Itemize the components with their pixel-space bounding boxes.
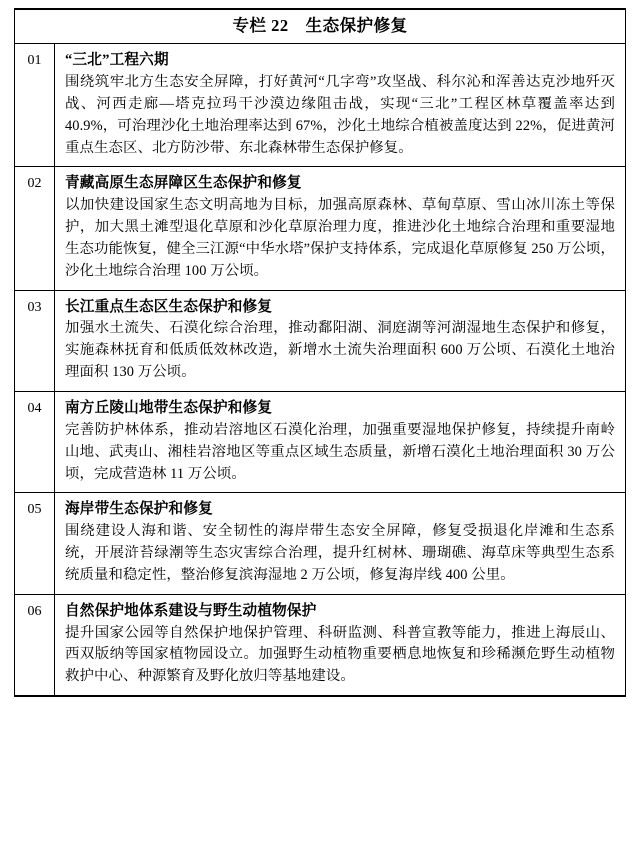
page-title: 专栏 22 生态保护修复 xyxy=(15,10,625,44)
row-heading: 海岸带生态保护和修复 xyxy=(65,501,213,518)
row-text: 提升国家公园等自然保护地保护管理、科研监测、科普宣教等能力，推进上海辰山、西双版纳等国家植物园设立。加强野生动植物重要栖息地恢复和珍稀濒危野生动植物救护中心、种源繁育及野化放归等基地建设。 xyxy=(65,624,615,685)
row-number: 02 xyxy=(15,167,55,289)
row-content xyxy=(55,493,625,593)
table-row xyxy=(15,595,625,695)
table-row xyxy=(15,167,625,290)
row-content xyxy=(55,44,625,166)
row-text: 加强水土流失、石漠化综合治理，推动鄱阳湖、洞庭湖等河湖湿地生态保护和修复，实施森林抚育和低质低效林改造，新增水土流失治理面积 600 万公顷、石漠化土地治理面积 130 万公顷。 xyxy=(65,320,615,381)
row-content xyxy=(55,167,625,289)
row-text: 围绕筑牢北方生态安全屏障，打好黄河“几字弯”攻坚战、科尔沁和浑善达克沙地歼灭战、河西走廊—塔克拉玛干沙漠边缘阻击战，实现“三北”工程区林草覆盖率达到 40.9%，可治理沙化土地治理率达到 67%，沙化土地综合植被盖度达到 22%，促进黄河重点生态区、北方防沙带、东北森林带生态保护修复。 xyxy=(65,73,615,156)
row-content xyxy=(55,595,625,695)
row-number: 04 xyxy=(15,392,55,492)
row-heading: 长江重点生态区生态保护和修复 xyxy=(65,298,273,315)
row-number: 03 xyxy=(15,291,55,391)
table-row xyxy=(15,493,625,594)
row-heading: 青藏高原生态屏障区生态保护和修复 xyxy=(65,175,302,192)
row-heading: 自然保护地体系建设与野生动植物保护 xyxy=(65,602,317,619)
row-number: 01 xyxy=(15,44,55,166)
row-heading: “三北”工程六期 xyxy=(65,52,169,69)
row-text: 完善防护林体系，推动岩溶地区石漠化治理，加强重要湿地保护修复，持续提升南岭山地、武夷山、湘桂岩溶地区等重点区域生态质量，新增石漠化土地治理面积 30 万公顷，完成营造林 11 万公顷。 xyxy=(65,421,615,482)
table-row xyxy=(15,392,625,493)
row-text: 以加快建设国家生态文明高地为目标，加强高原森林、草甸草原、雪山冰川冻土等保护，加大黑土滩型退化草原和沙化草原治理力度，推进沙化土地综合治理和重要湿地生态功能恢复，健全三江源“中华水塔”保护支持体系，完成退化草原修复 250 万公顷，沙化土地综合治理 100 万公顷。 xyxy=(65,197,615,279)
table-row xyxy=(15,44,625,167)
feature-box-table xyxy=(14,8,626,697)
row-content xyxy=(55,291,625,391)
row-number: 06 xyxy=(15,595,55,695)
table-row xyxy=(15,291,625,392)
row-heading: 南方丘陵山地带生态保护和修复 xyxy=(65,400,273,417)
row-content xyxy=(55,392,625,492)
row-text: 围绕建设人海和谐、安全韧性的海岸带生态安全屏障，修复受损退化岸滩和生态系统，开展浒苔绿潮等生态灾害综合治理，提升红树林、珊瑚礁、海草床等典型生态系统质量和稳定性，整治修复滨海湿地 2 万公顷，修复海岸线 400 公里。 xyxy=(65,523,615,583)
row-number: 05 xyxy=(15,493,55,593)
